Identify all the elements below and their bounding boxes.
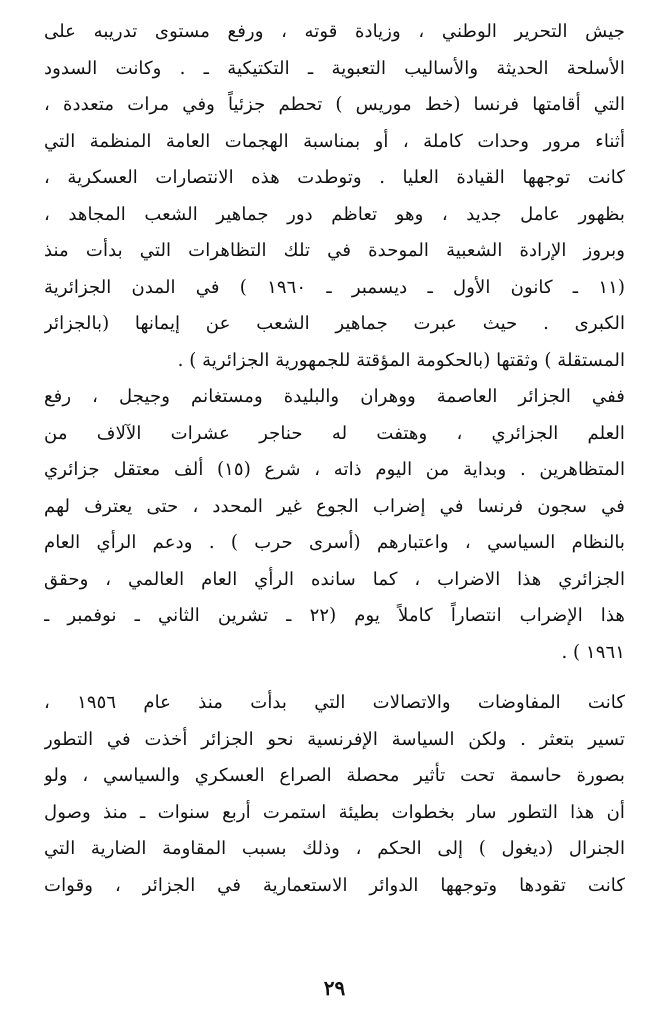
text-line: بصورة حاسمة تحت تأثير محصلة الصراع العسكري والسياسي ، ولو xyxy=(44,765,625,786)
text-line: أثناء مرور وحدات كاملة ، أو بمناسبة الهجمات العامة المنظمة التي xyxy=(44,130,625,152)
text-line: (١١ ـ كانون الأول ـ ديسمبر ـ ١٩٦٠ ) في المدن الجزائرية xyxy=(44,276,625,298)
text-line: الكبرى . حيث عبرت جماهير الشعب عن إيمانها (بالجزائر xyxy=(44,313,625,334)
text-line: وبروز الإرادة الشعبية الموحدة في تلك التظاهرات التي بدأت منذ xyxy=(44,240,625,261)
text-line: الجزائري هذا الاضراب ، كما سانده الرأي العام العالمي ، وحقق xyxy=(44,568,625,590)
text-line: كانت تقودها وتوجهها الدوائر الاستعمارية في الجزائر ، وقوات xyxy=(44,874,625,896)
paragraph-3 xyxy=(44,685,625,904)
page-number: ٢٩ xyxy=(323,976,346,1000)
text-line: الأسلحة الحديثة والأساليب التعبوية ـ التكتيكية ـ . وكانت السدود xyxy=(44,57,625,79)
text-line: ففي الجزائر العاصمة ووهران والبليدة ومستغانم وجيجل ، رفع xyxy=(44,386,625,407)
paragraph-1 xyxy=(44,14,625,379)
text-line: كانت توجهها القيادة العليا . وتوطدت هذه الانتصارات العسكرية ، xyxy=(44,167,625,188)
text-line: بظهور عامل جديد ، وهو تعاظم دور جماهير الشعب المجاهد ، xyxy=(44,203,625,225)
text-line: بالنظام السياسي ، واعتبارهم (أسرى حرب ) . ودعم الرأي العام xyxy=(44,532,625,553)
text-line: جيش التحرير الوطني ، وزيادة قوته ، ورفع مستوى تدريبه على xyxy=(44,21,625,42)
text-line: العلم الجزائري ، وهتفت له حناجر عشرات الآلاف من xyxy=(44,422,625,444)
text-line: كانت المفاوضات والاتصالات التي بدأت منذ عام ١٩٥٦ ، xyxy=(44,692,625,713)
text-line: ١٩٦١ ) . xyxy=(561,641,625,663)
text-line: تسير بتعثر . ولكن السياسة الإفرنسية نحو الجزائر أخذت في التطور xyxy=(44,728,625,750)
text-line: المتظاهرين . وبداية من اليوم ذاته ، شرع (١٥) ألف معتقل جزائري xyxy=(44,459,625,480)
page-body xyxy=(44,14,625,904)
text-line: أن هذا التطور سار بخطوات بطيئة استمرت أربع سنوات ـ منذ وصول xyxy=(44,801,625,823)
text-line: في سجون فرنسا في إضراب الجوع غير المحدد ، حتى يعترف لهم xyxy=(44,495,625,517)
text-line: التي أقامتها فرنسا (خط موريس ) تحطم جزئياً وفي مرات متعددة ، xyxy=(44,94,625,115)
text-line: المستقلة ) وثقتها (بالحكومة المؤقتة للجمهورية الجزائرية ) . xyxy=(177,349,625,371)
text-line: هذا الإضراب انتصاراً كاملاً يوم (٢٢ ـ تشرين الثاني ـ نوفمبر ـ xyxy=(44,605,625,626)
paragraph-2 xyxy=(44,379,625,671)
paragraph-spacer xyxy=(44,671,625,685)
text-line: الجنرال (ديغول ) إلى الحكم ، وذلك بسبب المقاومة الضارية التي xyxy=(44,838,625,859)
